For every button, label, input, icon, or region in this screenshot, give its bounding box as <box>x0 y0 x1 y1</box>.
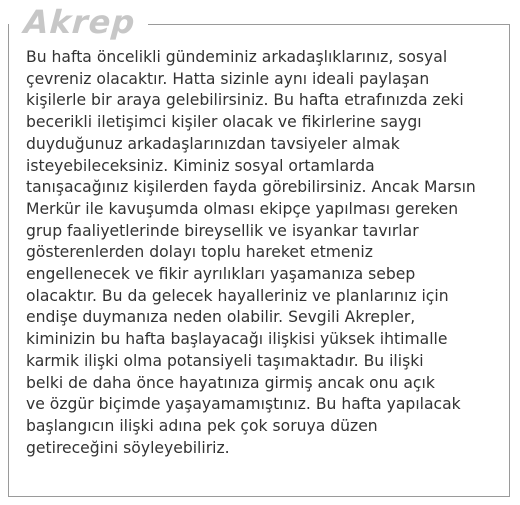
text-line: kişilerle bir araya gelebilirsiniz. Bu hafta etrafınızda zeki <box>26 91 464 110</box>
text-line: karmik ilişki olma potansiyeli taşımaktadır. Bu ilişki <box>26 351 424 370</box>
text-line: tanışacağınız kişilerden fayda görebilirsiniz. Ancak Marsın <box>26 178 476 197</box>
text-line: olacaktır. Bu da gelecek hayalleriniz ve planlarınız için <box>26 286 449 305</box>
text-line: becerikli iletişimci kişiler olacak ve fikirlerine saygı <box>26 113 422 132</box>
page-title: Akrep <box>17 2 147 42</box>
text-line: Bu hafta öncelikli gündeminiz arkadaşlıklarınız, sosyal <box>26 48 448 66</box>
text-line: engellenecek ve fikir ayrılıkları yaşamanıza sebep <box>26 265 416 284</box>
text-line: ve özgür biçimde yaşayamamıştınız. Bu hafta yapılacak <box>26 395 461 414</box>
horoscope-text <box>26 47 512 459</box>
text-line: kiminizin bu hafta başlayacağı ilişkisi yüksek ihtimalle <box>26 330 448 349</box>
frame-top-border <box>148 24 509 25</box>
text-line: getireceğini söyleyebiliriz. <box>26 438 230 457</box>
text-line: çevreniz olacaktır. Hatta sizinle aynı ideali paylaşan <box>26 69 430 88</box>
text-line: Merkür ile kavuşumda olması ekipçe yapılması gereken <box>26 199 459 218</box>
text-line: başlangıcın ilişki adına pek çok soruya düzen <box>26 416 378 435</box>
text-line: duyduğunuz arkadaşlarınızdan tavsiyeler almak <box>26 134 400 153</box>
text-line: endişe duymanıza neden olabilir. Sevgili Akrepler, <box>26 308 416 327</box>
text-line: grup faaliyetlerinde bireysellik ve isyankar tavırlar <box>26 221 419 240</box>
text-line: belki de daha önce hayatınıza girmiş ancak onu açık <box>26 373 435 392</box>
text-line: isteyebileceksiniz. Kiminiz sosyal ortamlarda <box>26 156 375 175</box>
text-line: gösterenlerden dolayı toplu hareket etmeniz <box>26 243 373 262</box>
